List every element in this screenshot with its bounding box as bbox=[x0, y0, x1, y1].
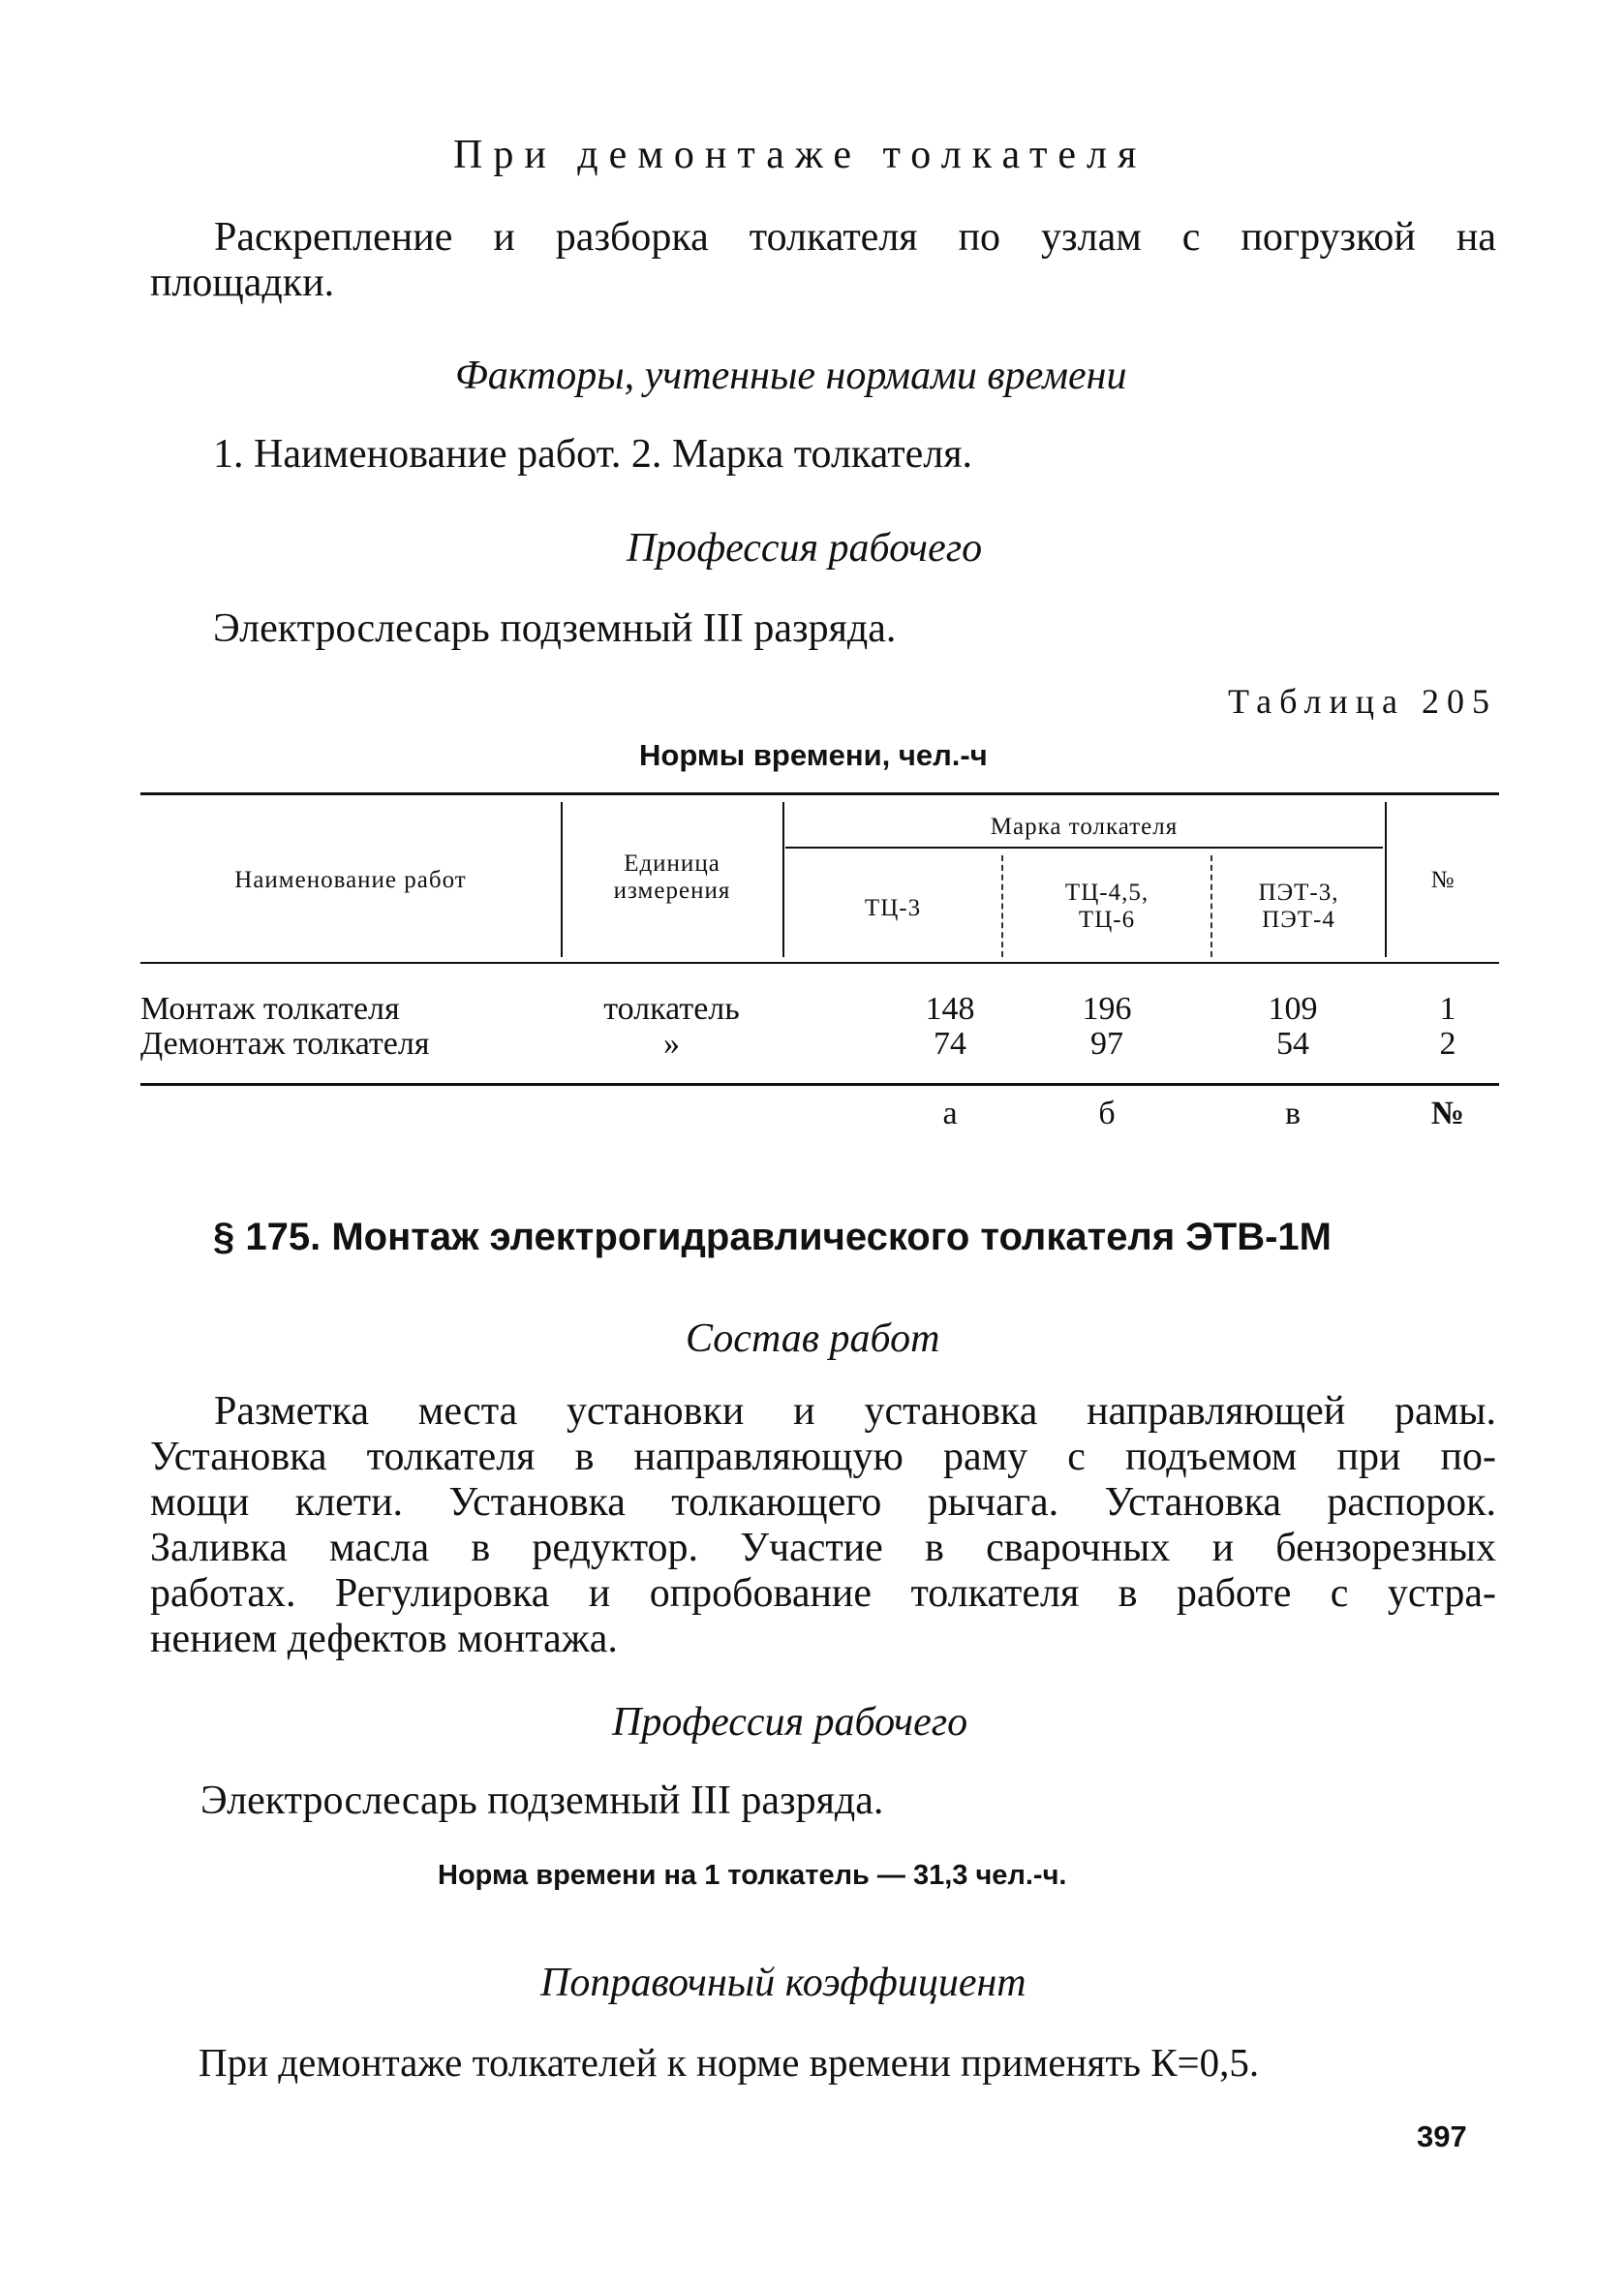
row-2-name: Демонтаж толкателя bbox=[140, 1026, 430, 1062]
header-work-name: Наименование работ bbox=[234, 867, 467, 893]
table-top-rule bbox=[140, 792, 1499, 795]
profession-heading: Профессия рабочего bbox=[627, 526, 983, 571]
col-divider bbox=[782, 802, 784, 957]
row-1-value-tc45: 196 bbox=[1082, 991, 1132, 1027]
correction-coef-text: При демонтаже толкателей к норме времени применять К=0,5. bbox=[199, 2040, 1260, 2085]
header-unit: Единица измерения bbox=[613, 851, 731, 904]
page-number: 397 bbox=[1417, 2119, 1467, 2153]
row-1-name: Монтаж толкателя bbox=[140, 991, 400, 1027]
header-number: № bbox=[1430, 867, 1455, 893]
header-brand-tc45: ТЦ-4,5, ТЦ-6 bbox=[1064, 880, 1149, 933]
composition-heading: Состав работ bbox=[686, 1316, 940, 1361]
correction-coef-heading: Поправочный коэффициент bbox=[540, 1961, 1026, 2005]
time-norms-table bbox=[140, 792, 1499, 1141]
row-1-value-tc3: 148 bbox=[925, 991, 975, 1027]
brand-group-rule bbox=[785, 847, 1383, 849]
section-heading-dismantling: При демонтаже толкателя bbox=[453, 133, 1148, 177]
profession-heading-2: Профессия рабочего bbox=[612, 1700, 968, 1745]
paragraph-line: работах. Регулировка и опробование толкателя в работе с устра- bbox=[150, 1571, 1496, 1616]
composition-paragraph bbox=[150, 1389, 1496, 1662]
profession-text: Электрослесарь подземный III разряда. bbox=[213, 606, 897, 651]
paragraph-line: мощи клети. Установка толкающего рычага. Установка распорок. bbox=[150, 1480, 1496, 1525]
row-2-unit: » bbox=[663, 1026, 680, 1062]
table-title: Нормы времени, чел.-ч bbox=[639, 738, 988, 772]
profession-text-2: Электрослесарь подземный III разряда. bbox=[200, 1779, 884, 1823]
row-2-value-tc45: 97 bbox=[1090, 1026, 1123, 1062]
row-1-value-pet: 109 bbox=[1268, 991, 1318, 1027]
paragraph-line: Разметка места установки и установка направляющей рамы. bbox=[214, 1389, 1496, 1434]
table-header-rule bbox=[140, 962, 1499, 964]
col-divider bbox=[561, 802, 563, 957]
paragraph-line: Заливка масла в редуктор. Участие в сварочных и бензорезных bbox=[150, 1526, 1496, 1570]
factors-heading: Факторы, учтенные нормами времени bbox=[455, 354, 1127, 398]
brand-divider bbox=[1001, 855, 1003, 957]
header-brand-pet: ПЭТ-3, ПЭТ-4 bbox=[1258, 880, 1339, 933]
paragraph-line: площадки. bbox=[150, 261, 335, 305]
table-label: Таблица 205 bbox=[1228, 682, 1497, 721]
footer-col-b: б bbox=[1098, 1096, 1116, 1131]
row-1-number: 1 bbox=[1439, 991, 1456, 1027]
paragraph-line: Установка толкателя в направляющую раму с подъемом при по- bbox=[150, 1435, 1496, 1479]
paragraph-line: Раскрепление и разборка толкателя по узлам с погрузкой на bbox=[214, 215, 1496, 260]
dismantling-paragraph bbox=[150, 215, 1496, 306]
footer-col-v: в bbox=[1284, 1096, 1302, 1131]
brand-divider bbox=[1210, 855, 1212, 957]
footer-col-a: а bbox=[942, 1096, 958, 1131]
row-2-value-pet: 54 bbox=[1276, 1026, 1309, 1062]
factors-text: 1. Наименование работ. 2. Марка толкателя. bbox=[213, 432, 973, 477]
row-1-unit: толкатель bbox=[603, 991, 740, 1027]
header-brand-tc3: ТЦ-3 bbox=[864, 895, 922, 921]
section-175-heading: § 175. Монтаж электрогидравлического толкателя ЭТВ-1М bbox=[213, 1216, 1332, 1258]
row-2-number: 2 bbox=[1439, 1026, 1456, 1062]
paragraph-line: нением дефектов монтажа. bbox=[150, 1617, 618, 1661]
table-bottom-rule bbox=[140, 1083, 1499, 1086]
time-norm-text: Норма времени на 1 толкатель — 31,3 чел.-ч. bbox=[438, 1860, 1067, 1891]
header-brand-group: Марка толкателя bbox=[990, 814, 1179, 840]
footer-col-number: № bbox=[1430, 1096, 1465, 1131]
row-2-value-tc3: 74 bbox=[934, 1026, 966, 1062]
